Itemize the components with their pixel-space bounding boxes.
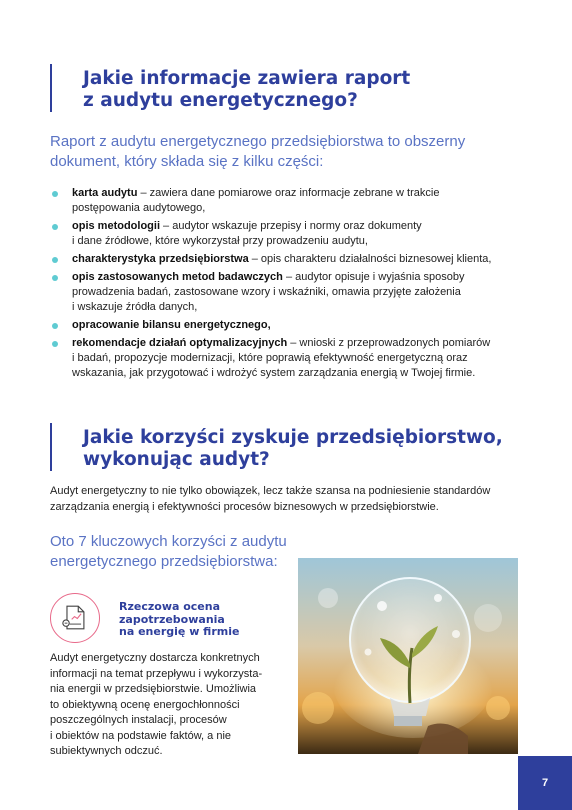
section1-accent-bar [50,64,52,112]
section1-intro: Raport z audytu energetycznego przedsiębiorstwa to obszerny dokument, który składa się z kilku części: [50,133,466,170]
section2-accent-bar [50,423,52,471]
bullet-dot-icon [52,323,58,329]
benefit-title: Rzeczowa ocena zapotrzebowania na energię w firmie [119,600,240,638]
list-item: opis metodologii – audytor wskazuje przepisy i normy oraz dokumenty i dane źródłowe, które wykorzystał przy prowadzeniu audytu, [50,219,520,249]
bullet-dot-icon [52,341,58,347]
section1-title: Jakie informacje zawiera raport z audytu energetycznego? [83,68,411,111]
page-number: 7 [518,756,572,810]
list-item: charakterystyka przedsiębiorstwa – opis charakteru działalności biznesowej klienta, [50,252,520,267]
bullet-dot-icon [52,224,58,230]
list-item: opracowanie bilansu energetycznego, [50,318,520,333]
list-item: opis zastosowanych metod badawczych – audytor opisuje i wyjaśnia sposoby prowadzenia badań, zastosowane wzory i wskaźniki, omawia przyjęte założenia i wskazuje źródła danych, [50,270,520,315]
report-parts-list [50,186,520,384]
section2-paragraph: Audyt energetyczny to nie tylko obowiązek, lecz także szansa na podniesienie standardów zarządzania energią i efektywności procesów biznesowych w przedsiębiorstwie. [50,485,491,513]
bullet-dot-icon [52,191,58,197]
bullet-dot-icon [52,257,58,263]
section2-lead: Oto 7 kluczowych korzyści z audytu energetycznego przedsiębiorstwa: [50,533,287,570]
lightbulb-sprout-photo [298,558,518,754]
benefit-body: Audyt energetyczny dostarcza konkretnych informacji na temat przepływu i wykorzysta- nia energii w przedsiębiorstwie. Umożliwia to obiektywną ocenę energochłonności poszczególnych instalacji, procesów i obiektów na podstawie faktów, a nie subiektywnych odczuć. [50,652,263,757]
document-chart-icon [50,593,100,643]
list-item: rekomendacje działań optymalizacyjnych – wnioski z przeprowadzonych pomiarów i badań, propozycje modernizacji, które poprawią efektywność energetyczną oraz wskazania, jak przygotować i wdrożyć system zarządzania energią w Twojej firmie. [50,336,520,381]
section2-title: Jakie korzyści zyskuje przedsiębiorstwo, wykonując audyt? [83,427,503,470]
bullet-dot-icon [52,275,58,281]
list-item: karta audytu – zawiera dane pomiarowe oraz informacje zebrane w trakcie postępowania audytowego, [50,186,520,216]
